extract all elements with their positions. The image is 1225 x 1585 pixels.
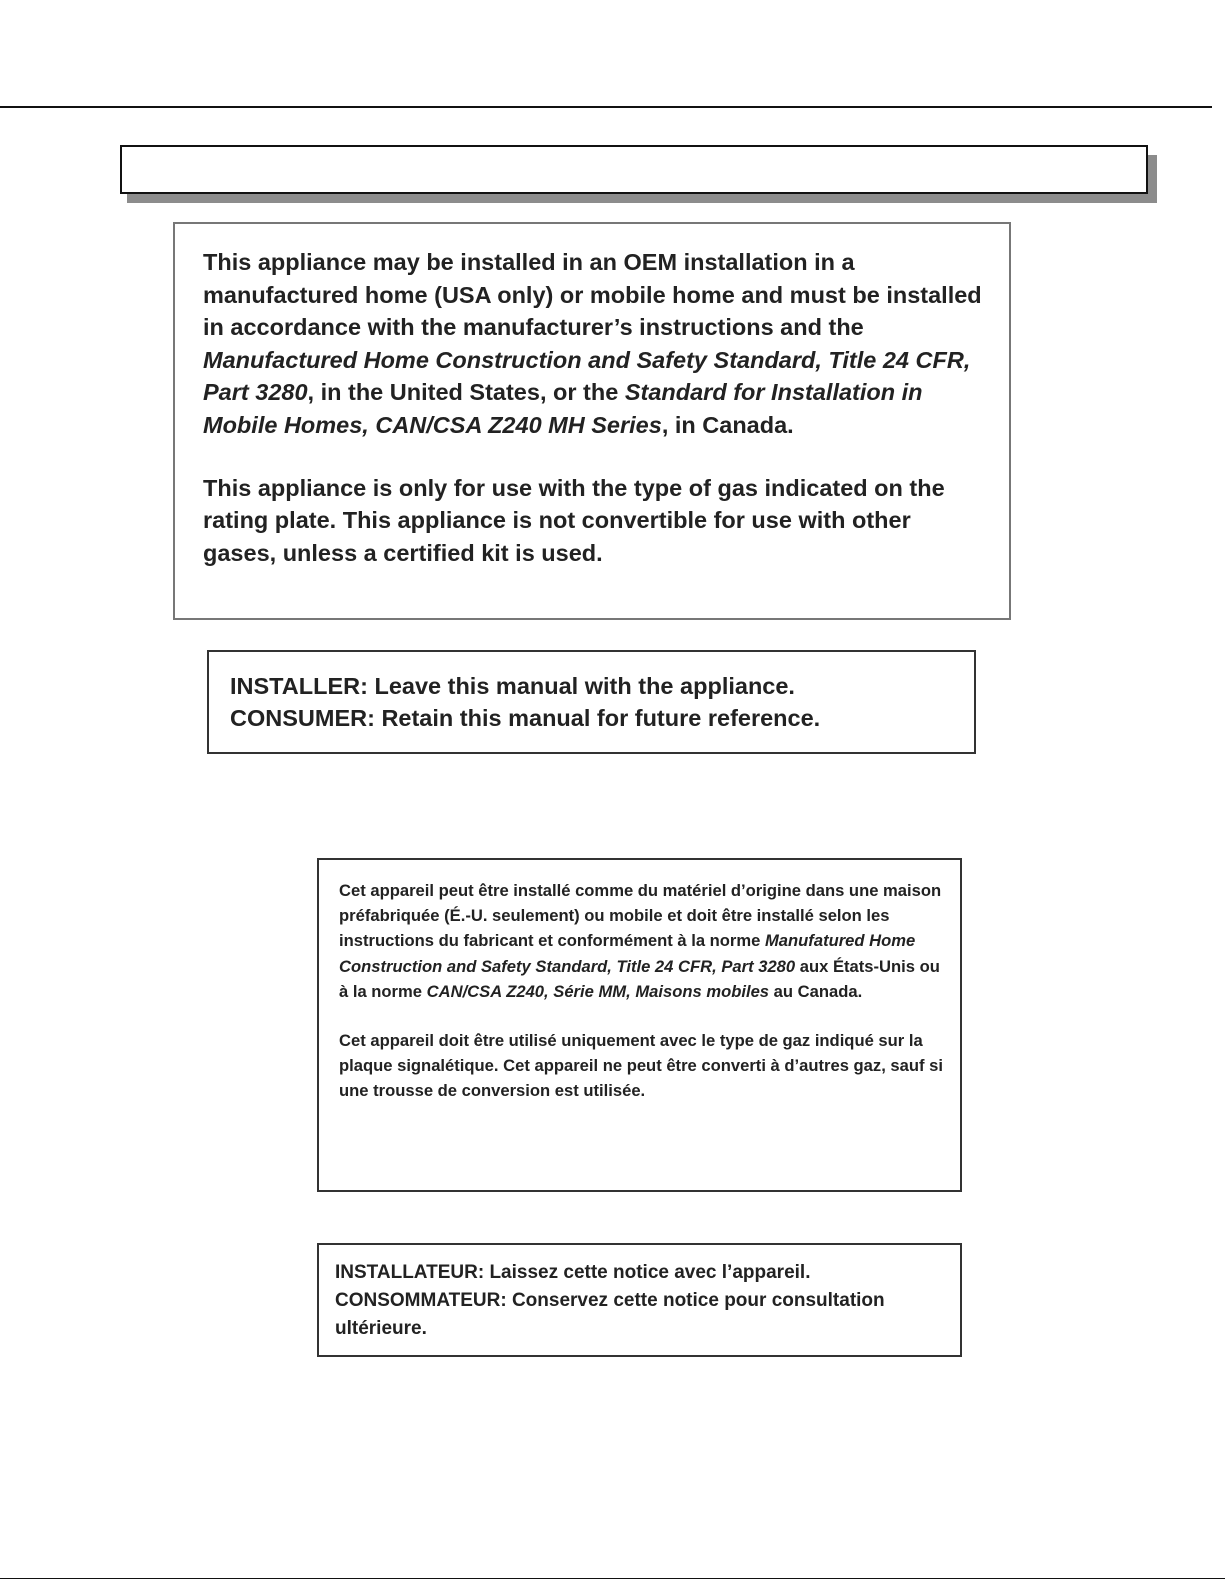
text-run: Cet appareil peut être installé comme du matériel d’origine dans une maison préfabriquée (É.-U. seulement) ou mobile et doit être installé selon les instructions du fabricant et conformément à la norme xyxy=(339,881,942,951)
italic-citation: Manufatured Home Construction and Safety Standard, Title 24 CFR, Part 3280 xyxy=(339,931,916,976)
installateur-line: INSTALLATEUR: Laissez cette notice avec l’appareil. xyxy=(335,1262,811,1283)
installer-line: INSTALLER: Leave this manual with the appliance. xyxy=(230,673,795,699)
consumer-line: CONSUMER: Retain this manual for future reference. xyxy=(230,705,821,731)
english-notice-paragraph-1 xyxy=(203,246,989,442)
french-notice-paragraph-1 xyxy=(339,878,950,1004)
french-installer-notice xyxy=(317,1243,962,1357)
english-installer-notice xyxy=(207,650,976,754)
text-run: , in Canada. xyxy=(661,411,794,438)
footer-rule xyxy=(0,1578,1225,1579)
english-notice-paragraph-2: This appliance is only for use with the type of gas indicated on the rating plate. This appliance is not convertible for use with other gases, unless a certified kit is used. xyxy=(203,474,945,566)
italic-citation: CAN/CSA Z240, Série MM, Maisons mobiles xyxy=(426,981,770,1001)
text-run: aux États-Unis ou à la norme xyxy=(339,956,940,1001)
text-run: , in the United States, or the xyxy=(307,379,625,406)
title-box xyxy=(120,145,1148,194)
italic-citation: Standard for Installation in Mobile Homes, CAN/CSA Z240 MH Series xyxy=(203,379,923,438)
english-installation-notice xyxy=(173,222,1011,620)
french-notice-paragraph-2: Cet appareil doit être utilisé uniquement avec le type de gaz indiqué sur la plaque signalétique. Cet appareil ne peut être converti à d’autres gaz, sauf si une trousse de conversion est utilisée. xyxy=(339,1031,943,1101)
text-run: This appliance may be installed in an OEM installation in a manufactured home (USA only) or mobile home and must be installed in accordance with the manufacturer’s instructions and the xyxy=(203,249,982,341)
text-run: au Canada. xyxy=(769,981,863,1001)
french-installation-notice xyxy=(317,858,962,1192)
consommateur-line: CONSOMMATEUR: Conservez cette notice pour consultation ultérieure. xyxy=(335,1290,885,1339)
italic-citation: Manufactured Home Construction and Safety Standard, Title 24 CFR, Part 3280 xyxy=(203,346,971,406)
header-rule xyxy=(0,106,1212,108)
